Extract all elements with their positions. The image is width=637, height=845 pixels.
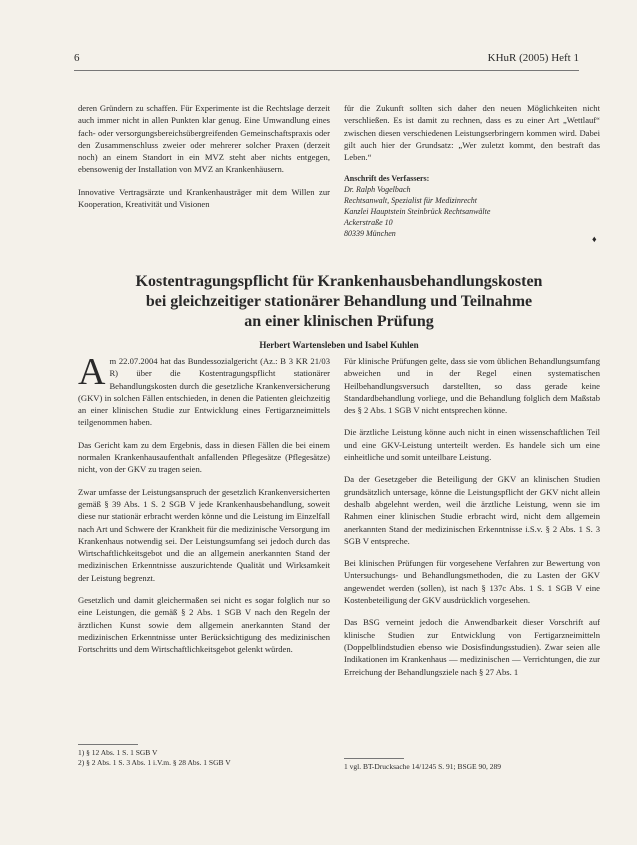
end-of-article-icon: ♦	[592, 234, 597, 244]
footnote: 1) § 12 Abs. 1 S. 1 SGB V	[78, 748, 158, 757]
paragraph: Für klinische Prüfungen gelte, dass sie vom üblichen Behandlungsumfang abweichen und in der Regel einen systematischen Heilbehandlungsversuch darstellten, so dass gerade keine Standardbehandlung vorliege, und die Behandlung folglich dem Maßstab des § 2 Abs. 1 SGB V nicht entsprechen könne.	[344, 356, 600, 416]
author-line: Rechtsanwalt, Spezialist für Medizinrecht	[344, 196, 478, 206]
article-title-block	[78, 272, 600, 350]
paragraph: deren Gründern zu schaffen. Für Experimente ist die Rechtslage derzeit auch immer nicht in allen Punkten klar genug. Eine Umwandlung eines fach- oder versorgungsbereichsübergreifenden Gemeinschaftspraxis oder den Zusammenschluss zweier oder mehrerer solcher Praxen (derzeit noch) an einem Standort in ein MVZ steht aber nichts entgegen, ebensowenig der Installation von MVZ an Krankenhäusern.	[78, 103, 330, 175]
paragraph: für die Zukunft sollten sich daher den neuen Möglichkeiten nicht verschließen. Es ist damit zu rechnen, dass es zu einer Art „Wettlauf“ zwischen diesen verschiedenen Leistungserbringern kommen wird. Dabei gilt auch hier der Grundsatz: „Wer zuletzt kommt, den bestraft das Leben.“	[344, 103, 600, 163]
paragraph: Das Gericht kam zu dem Ergebnis, dass in diesen Fällen die bei einem normalen Krankenhausaufenthalt anfallenden Pflegesätze (Pflegesätze) nicht, von der GKV zu tragen seien.	[78, 439, 330, 475]
footnote: 2) § 2 Abs. 1 S. 3 Abs. 1 i.V.m. § 28 Abs. 1 SGB V	[78, 757, 231, 767]
author-address	[344, 173, 600, 239]
running-head	[74, 52, 579, 68]
paragraph: Zwar umfasse der Leistungsanspruch der gesetzlich Krankenversicherten gemäß § 39 Abs. 1 S. 2 SGB V jede Krankenhausbehandlung, soweit diese nur stationär erbracht werden könne und die Leistung im Einzelfall nach Art und Schwere der Krankheit für die medizinische Versorgung im Krankenhaus notwendig sei. Der Leistungsumfang sei jedoch durch das Wirtschaftlichkeitsgebot und die an allgemein anerkannten Stand der medizinischen Erkenntnisse auszurichtende Qualität und Wirksamkeit der Leistung begrenzt.	[78, 486, 330, 583]
paragraph: Das BSG verneint jedoch die Anwendbarkeit dieser Vorschrift auf klinische Studien zur Entwicklung von Fertigarzneimitteln (Doppelblindstudien ebenso wie Dosisfindungsstudien). Zwar seien alle Indikationen im Krankenhaus — medizinischen — Verrichtungen, die zur Erreichung der Behandlungsziele nach § 27 Abs. 1	[344, 617, 600, 677]
footnotes-left	[78, 748, 330, 767]
paragraph: Die ärztliche Leistung könne auch nicht in einen wissenschaftlichen Teil und eine GKV-Leistung unterteilt werden. Es handele sich um eine einheitliche und somit unteilbare Leistung.	[344, 427, 600, 463]
journal-reference: KHuR (2005) Heft 1	[487, 52, 579, 64]
article-authors: Herbert Wartensleben und Isabel Kuhlen	[259, 340, 419, 350]
author-line: Kanzlei Hauptstein Steinbrück Rechtsanwälte	[344, 207, 491, 217]
article-title-line: Kostentragungspflicht für Krankenhausbehandlungskosten	[135, 273, 543, 290]
paragraph: Da der Gesetzgeber die Beteiligung der GKV an klinischen Studien grundsätzlich untersage, könne die Leistungspflicht der GKV nicht allein deshalb abgelehnt werden, weil die ärztliche Leistung, wenn sie im Rahmen einer klinischen Studie erbracht wird, nicht dem allgemein anerkannten Stand der medizinischen Erkenntnisse i.S.v. § 2 Abs. 1 S. 3 SGB V entspreche.	[344, 474, 600, 546]
paragraph: Gesetzlich und damit gleichermaßen sei nicht es sogar folglich nur so eine Leistungen, die gemäß § 2 Abs. 1 SGB V nach den Regeln der ärztlichen Kunst sowie dem allgemein anerkannten Stand der medizinischen Erkenntnisse unter Berücksichtigung des medizinischen Fortschritts und dem Wirtschaftlichkeitsgebot gelenkt würden.	[78, 595, 330, 655]
author-line: Ackerstraße 10	[344, 218, 393, 228]
bottom-left-column	[78, 351, 330, 666]
paragraph-text: m 22.07.2004 hat das Bundessozialgericht (Az.: B 3 KR 21/03 R) über die Kostentragungspflicht stationärer Behandlungskosten durch die gesetzliche Krankenversicherung (GKV) in solchen Fällen entschieden, in denen die Patienten gleichzeitig an einer klinischen Studie zur Entwicklung eines Fertigarzneimittels teilgenommen haben.	[78, 356, 330, 428]
paragraph	[78, 351, 330, 429]
author-line: 80339 München	[344, 229, 396, 239]
footnotes-right	[344, 762, 600, 772]
article-title-line: an einer klinischen Prüfung	[244, 313, 434, 330]
footnote-rule	[78, 744, 138, 745]
paragraph: Innovative Vertragsärzte und Krankenhausträger mit dem Willen zur Kooperation, Kreativität und Visionen	[78, 186, 330, 210]
author-line: Dr. Ralph Vogelbach	[344, 185, 411, 195]
drop-cap: A	[78, 351, 106, 393]
bottom-right-column	[344, 355, 600, 688]
header-rule	[74, 70, 579, 71]
article-title-line: bei gleichzeitiger stationärer Behandlung und Teilnahme	[145, 293, 533, 310]
page-number: 6	[74, 52, 80, 64]
footnote-rule	[344, 758, 404, 759]
top-right-column	[344, 102, 600, 239]
paragraph: Bei klinischen Prüfungen für vorgesehene Verfahren zur Bewertung von Untersuchungs- und Behandlungsmethoden, die zu Lasten der GKV angewendet werden (sollen), ist nach § 137c Abs. 1 S. 1 SGB V eine Kostenbeteiligung der GKV ausdrücklich vorgesehen.	[344, 558, 600, 606]
author-address-heading: Anschrift des Verfassers:	[344, 174, 430, 184]
top-left-column	[78, 102, 330, 220]
footnote: 1 vgl. BT-Drucksache 14/1245 S. 91; BSGE 90, 289	[344, 762, 502, 771]
